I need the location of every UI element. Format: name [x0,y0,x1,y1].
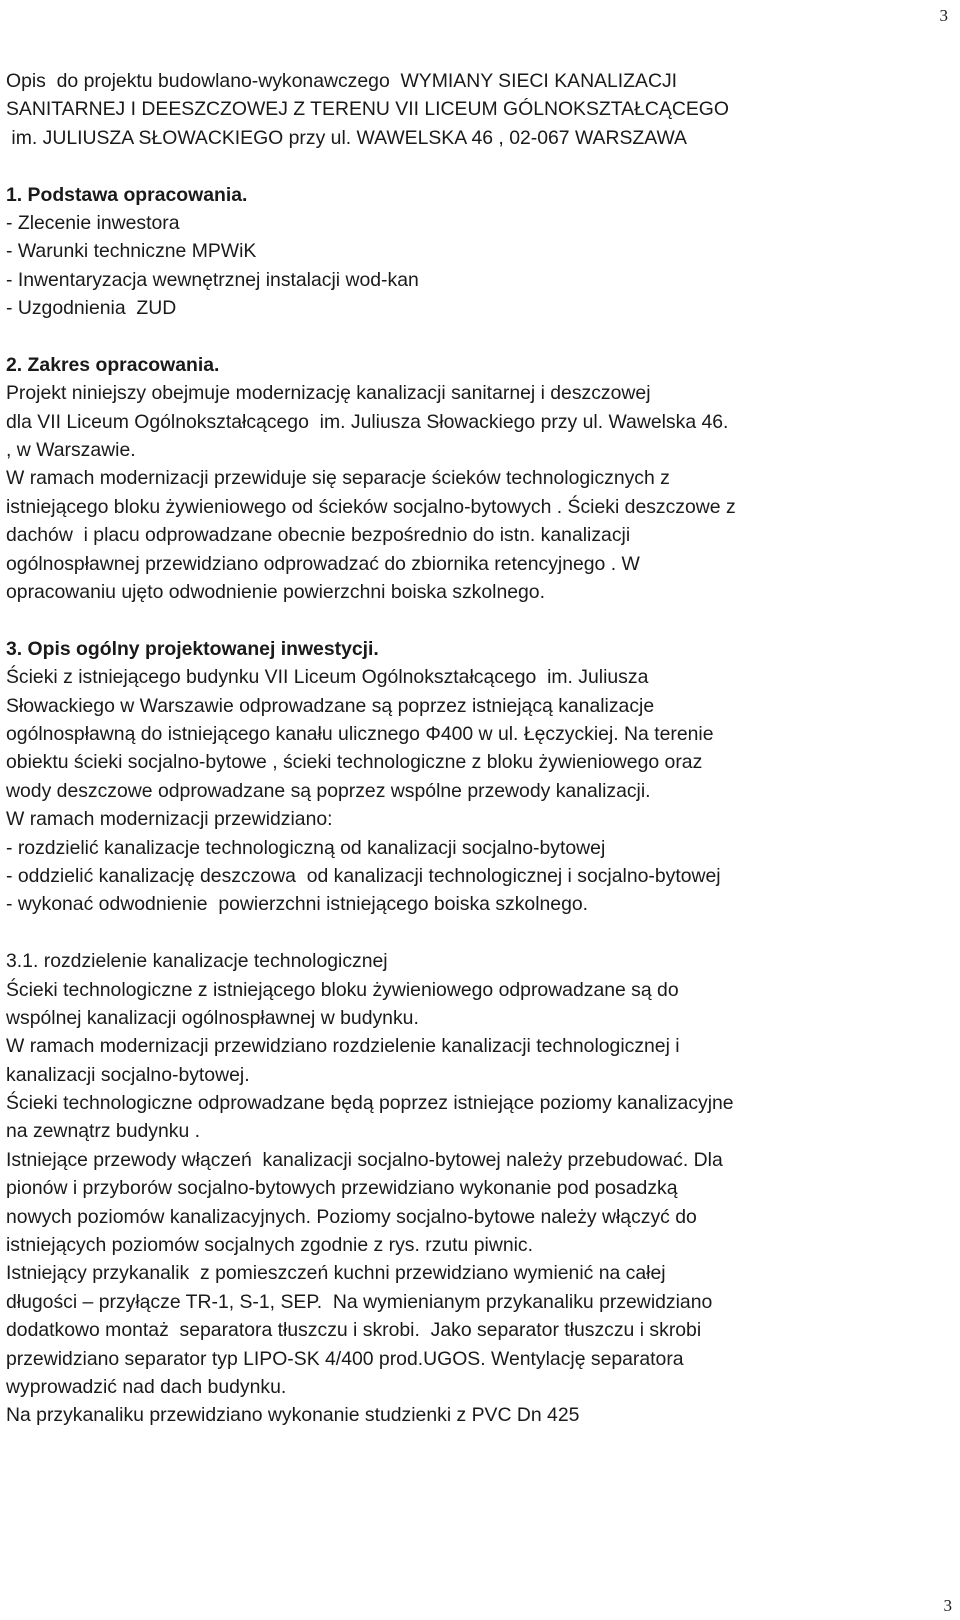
paragraph-line: na zewnątrz budynku . [6,1120,201,1143]
list-item: - rozdzielić kanalizacje technologiczną od kanalizacji socjalno-bytowej [6,836,606,859]
list-item: - Warunki techniczne MPWiK [6,240,257,263]
list-item: - Zlecenie inwestora [6,211,180,234]
paragraph-line: obiektu ścieki socjalno-bytowe , ścieki technologiczne z bloku żywieniowego oraz [6,751,703,774]
paragraph-line: wspólnej kanalizacji ogólnospławnej w budynku. [6,1006,419,1029]
paragraph-line: nowych poziomów kanalizacyjnych. Poziomy socjalno-bytowe należy włączyć do [6,1205,697,1228]
paragraph-line: kanalizacji socjalno-bytowej. [6,1063,250,1086]
section-heading: 3.1. rozdzielenie kanalizacje technologicznej [6,950,388,973]
title-line: SANITARNEJ I DEESZCZOWEJ Z TERENU VII LICEUM GÓLNOKSZTAŁCĄCEGO [6,98,729,121]
paragraph-line: W ramach modernizacji przewidziano: [6,808,333,831]
paragraph-line: przewidziano separator typ LIPO-SK 4/400 prod.UGOS. Wentylację separatora [6,1347,684,1370]
paragraph-line: długości – przyłącze TR-1, S-1, SEP. Na wymienianym przykanaliku przewidziano [6,1290,713,1313]
paragraph-line: Na przykanaliku przewidziano wykonanie studzienki z PVC Dn 425 [6,1404,580,1427]
paragraph-line: dodatkowo montaż separatora tłuszczu i skrobi. Jako separator tłuszczu i skrobi [6,1319,702,1342]
paragraph-line: Słowackiego w Warszawie odprowadzane są poprzez istniejącą kanalizacje [6,694,655,717]
page-number-bottom: 3 [943,1596,952,1615]
list-item: - Uzgodnienia ZUD [6,297,177,320]
paragraph-line: opracowaniu ujęto odwodnienie powierzchni boiska szkolnego. [6,581,545,604]
document-body [6,67,951,1430]
paragraph-line: pionów i przyborów socjalno-bytowych przewidziano wykonanie pod posadzką [6,1177,678,1200]
section-heading: 2. Zakres opracowania. [6,353,220,376]
page-number-top: 3 [939,6,948,25]
paragraph-line: W ramach modernizacji przewidziano rozdzielenie kanalizacji technologicznej i [6,1035,680,1058]
paragraph-line: wyprowadzić nad dach budynku. [6,1375,287,1398]
list-item: - wykonać odwodnienie powierzchni istniejącego boiska szkolnego. [6,893,589,916]
section-technological-separation [6,947,951,1430]
paragraph-line: W ramach modernizacji przewiduje się separacje ścieków technologicznych z [6,467,670,490]
paragraph-line: wody deszczowe odprowadzane są poprzez wspólne przewody kanalizacji. [6,779,651,802]
section-basis [6,181,951,323]
paragraph-line: dachów i placu odprowadzane obecnie bezpośrednio do istn. kanalizacji [6,524,631,547]
paragraph-line: Ścieki technologiczne z istniejącego bloku żywieniowego odprowadzane są do [6,978,679,1001]
title-line: im. JULIUSZA SŁOWACKIEGO przy ul. WAWELSKA 46 , 02-067 WARSZAWA [6,126,687,149]
section-heading: 1. Podstawa opracowania. [6,183,248,206]
paragraph-line: ogólnospławną do istniejącego kanału ulicznego Φ400 w ul. Łęczyckiej. Na terenie [6,722,714,745]
paragraph-line: istniejącego bloku żywieniowego od ścieków socjalno-bytowych . Ścieki deszczowe z [6,495,736,518]
document-title [6,67,951,152]
list-item: - oddzielić kanalizację deszczowa od kanalizacji technologicznej i socjalno-bytowej [6,864,721,887]
paragraph-line: Istniejący przykanalik z pomieszczeń kuchni przewidziano wymienić na całej [6,1262,666,1285]
paragraph-line: ogólnospławnej przewidziano odprowadzać do zbiornika retencyjnego . W [6,552,640,575]
paragraph-line: istniejących poziomów socjalnych zgodnie z rys. rzutu piwnic. [6,1234,534,1257]
paragraph-line: Projekt niniejszy obejmuje modernizację kanalizacji sanitarnej i deszczowej [6,382,651,405]
paragraph-line: Ścieki technologiczne odprowadzane będą poprzez istniejące poziomy kanalizacyjne [6,1092,734,1115]
section-scope [6,351,951,607]
section-general-description [6,635,951,919]
title-line: Opis do projektu budowlano-wykonawczego WYMIANY SIECI KANALIZACJI [6,70,678,92]
paragraph-line: Ścieki z istniejącego budynku VII Liceum Ogólnokształcącego im. Juliusza [6,666,649,689]
paragraph-line: , w Warszawie. [6,439,136,462]
paragraph-line: Istniejące przewody włączeń kanalizacji socjalno-bytowej należy przebudować. Dla [6,1148,723,1171]
list-item: - Inwentaryzacja wewnętrznej instalacji wod-kan [6,268,419,291]
section-heading: 3. Opis ogólny projektowanej inwestycji. [6,637,379,660]
paragraph-line: dla VII Liceum Ogólnokształcącego im. Juliusza Słowackiego przy ul. Wawelska 46. [6,410,729,433]
